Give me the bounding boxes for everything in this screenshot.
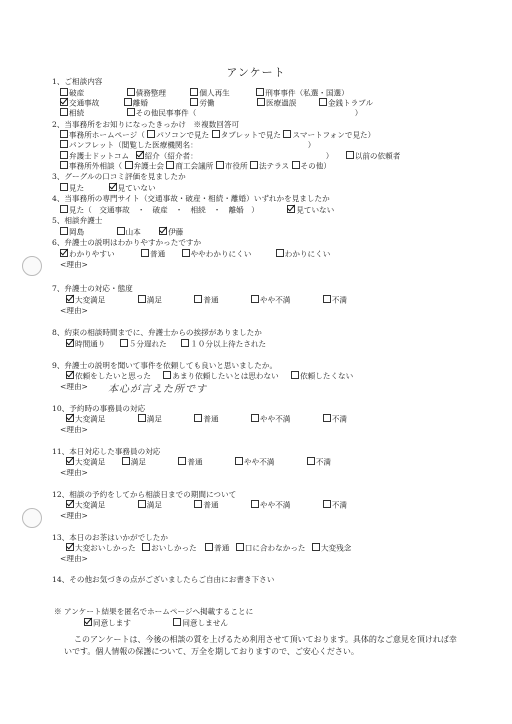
q1-label: 1、ご相談内容	[52, 77, 103, 86]
q1-row1: 破産 債務整理 個人再生 刑事事件（私選・国選）	[60, 88, 349, 98]
q2-row1: 事務所ホームページ（ パソコンで見た タブレットで見た スマートフォンで見た）	[60, 130, 375, 140]
q11-label: 11、本日対応した事務員の対応	[52, 447, 161, 456]
checkbox[interactable]	[216, 161, 224, 169]
checkbox[interactable]	[190, 88, 198, 96]
checkbox[interactable]	[138, 295, 146, 303]
checkbox[interactable]	[60, 227, 68, 235]
checkbox-checked[interactable]	[66, 500, 74, 508]
q2-row2: パンフレット（閲覧した医療機関名： ）	[60, 140, 315, 150]
q13-options: 大変おいしかった おいしかった 普通 口に合わなかった 大変残念	[66, 543, 351, 553]
checkbox[interactable]	[141, 249, 149, 257]
checkbox[interactable]	[276, 249, 284, 257]
q1-row3: 相続 その他民事事件（ ）	[60, 108, 362, 118]
checkbox[interactable]	[60, 151, 68, 159]
q2-label: 2、当事務所をお知りになったきっかけ ※複数回答可	[52, 120, 240, 129]
checkbox[interactable]	[236, 543, 244, 551]
checkbox[interactable]	[194, 414, 202, 422]
q9-handwritten-answer: 本心が言えた所です	[108, 384, 207, 395]
checkbox[interactable]	[292, 161, 300, 169]
q6-reason: <理由>	[60, 260, 88, 269]
checkbox[interactable]	[194, 295, 202, 303]
checkbox[interactable]	[312, 543, 320, 551]
checkbox[interactable]	[138, 500, 146, 508]
checkbox[interactable]	[60, 183, 68, 191]
checkbox[interactable]	[60, 130, 68, 138]
punch-hole-bottom	[22, 508, 42, 528]
q6-label: 6、弁護士の説明はわかりやすかったですか	[52, 238, 202, 247]
q11-options: 大変満足 満足 普通 やや不満 不満	[66, 457, 331, 467]
checkbox-checked[interactable]	[66, 371, 74, 379]
checkbox[interactable]	[212, 130, 220, 138]
checkbox[interactable]	[117, 227, 125, 235]
checkbox[interactable]	[181, 339, 189, 347]
checkbox[interactable]	[250, 161, 258, 169]
q2-row3: 弁護士ドットコム 紹介（紹介者： ） 以前の依頼者	[60, 151, 400, 161]
checkbox[interactable]	[251, 500, 259, 508]
checkbox[interactable]	[283, 130, 291, 138]
q11-reason: <理由>	[60, 468, 88, 477]
q8-label: 8、約束の相談時間までに、弁護士からの挨拶がありましたか	[52, 328, 262, 337]
checkbox[interactable]	[256, 88, 264, 96]
checkbox-checked[interactable]	[60, 249, 68, 257]
checkbox-checked[interactable]	[136, 151, 144, 159]
checkbox[interactable]	[147, 130, 155, 138]
checkbox[interactable]	[235, 457, 243, 465]
q2-row4: 事務所外相談（ 弁護士会 商工会議所 市役所 法テラス その他）	[60, 161, 331, 171]
survey-title: アンケート	[226, 66, 286, 79]
checkbox-checked[interactable]	[60, 98, 68, 106]
checkbox-checked[interactable]	[66, 543, 74, 551]
checkbox[interactable]	[120, 339, 128, 347]
q7-options: 大変満足 満足 普通 やや不満 不満	[66, 295, 347, 305]
checkbox[interactable]	[60, 161, 68, 169]
checkbox[interactable]	[142, 543, 150, 551]
checkbox[interactable]	[173, 618, 181, 626]
q4-label: 4、当事務所の専門サイト（交通事故・破産・相続・離婚）いずれかを見ましたか	[52, 194, 330, 203]
q12-label: 12、相談の予約をしてから相談日までの期間について	[52, 490, 237, 499]
q6-options: わかりやすい 普通 ややわかりにくい わかりにくい	[60, 249, 330, 259]
checkbox[interactable]	[323, 500, 331, 508]
closing-text: このアンケートは、今後の相談の質を上げるため利用させて頂いております。具体的なご意見を頂ければ幸いです。個人情報の保護について、万全を期しておりますので、ご安心ください。	[64, 635, 457, 656]
checkbox[interactable]	[124, 98, 132, 106]
checkbox-checked[interactable]	[159, 227, 167, 235]
q7-reason: <理由>	[60, 306, 88, 315]
checkbox[interactable]	[166, 161, 174, 169]
q5-options: 岡島 山本 伊藤	[60, 227, 183, 237]
checkbox[interactable]	[125, 161, 133, 169]
checkbox[interactable]	[257, 98, 265, 106]
checkbox[interactable]	[178, 457, 186, 465]
checkbox[interactable]	[291, 371, 299, 379]
checkbox[interactable]	[122, 457, 130, 465]
checkbox[interactable]	[60, 108, 68, 116]
checkbox[interactable]	[194, 500, 202, 508]
checkbox-checked[interactable]	[84, 618, 92, 626]
checkbox[interactable]	[163, 371, 171, 379]
q12-options: 大変満足 満足 普通 やや不満 不満	[66, 500, 347, 510]
checkbox-checked[interactable]	[109, 183, 117, 191]
q4-options: 見た（ 交通事故 ・ 破産 ・ 相続 ・ 離婚 ） 見ていない	[60, 205, 334, 215]
checkbox-checked[interactable]	[287, 205, 295, 213]
q13-label: 13、本日のお茶はいかがでしたか	[52, 533, 168, 542]
checkbox[interactable]	[190, 98, 198, 106]
consent-options: 同意します 同意しません	[84, 618, 228, 628]
q9-label: 9、弁護士の説明を聞いて事件を依頼しても良いと思いましたか。	[52, 361, 278, 370]
checkbox[interactable]	[138, 414, 146, 422]
checkbox-checked[interactable]	[66, 414, 74, 422]
q3-options: 見た 見ていない	[60, 183, 156, 193]
q1-row2: 交通事故 離婚 労働 医療過誤 金銭トラブル	[60, 98, 373, 108]
q14-label: 14、その他お気づきの点がございましたらご自由にお書き下さい	[52, 575, 275, 584]
q13-reason: <理由>	[60, 554, 88, 563]
checkbox[interactable]	[60, 140, 68, 148]
checkbox[interactable]	[127, 108, 135, 116]
checkbox[interactable]	[127, 88, 135, 96]
consent-label: ※ アンケート結果を匿名でホームページへ掲載することに	[54, 607, 254, 616]
checkbox[interactable]	[251, 414, 259, 422]
q12-reason: <理由>	[60, 511, 88, 520]
checkbox[interactable]	[307, 457, 315, 465]
q10-label: 10、予約時の事務員の対応	[52, 404, 146, 413]
checkbox[interactable]	[251, 295, 259, 303]
checkbox[interactable]	[319, 98, 327, 106]
q8-options: 時間通り ５分遅れた １０分以上待たされた	[66, 339, 266, 349]
q9-options: 依頼をしたいと思った あまり依頼したいとは思わない 依頼したくない	[66, 371, 353, 381]
checkbox[interactable]	[346, 151, 354, 159]
checkbox[interactable]	[323, 414, 331, 422]
checkbox-checked[interactable]	[66, 339, 74, 347]
checkbox[interactable]	[205, 543, 213, 551]
checkbox[interactable]	[323, 295, 331, 303]
checkbox[interactable]	[60, 205, 68, 213]
q9-reason: <理由>	[60, 382, 88, 391]
q10-reason: <理由>	[60, 425, 88, 434]
q10-options: 大変満足 満足 普通 やや不満 不満	[66, 414, 347, 424]
q7-label: 7、弁護士の対応・態度	[52, 284, 133, 293]
checkbox-checked[interactable]	[66, 295, 74, 303]
q5-label: 5、相談弁護士	[52, 216, 103, 225]
checkbox[interactable]	[182, 249, 190, 257]
checkbox-checked[interactable]	[66, 457, 74, 465]
q3-label: 3、グーグルの口コミ評価を見ましたか	[52, 172, 186, 181]
punch-hole-top	[22, 256, 42, 276]
